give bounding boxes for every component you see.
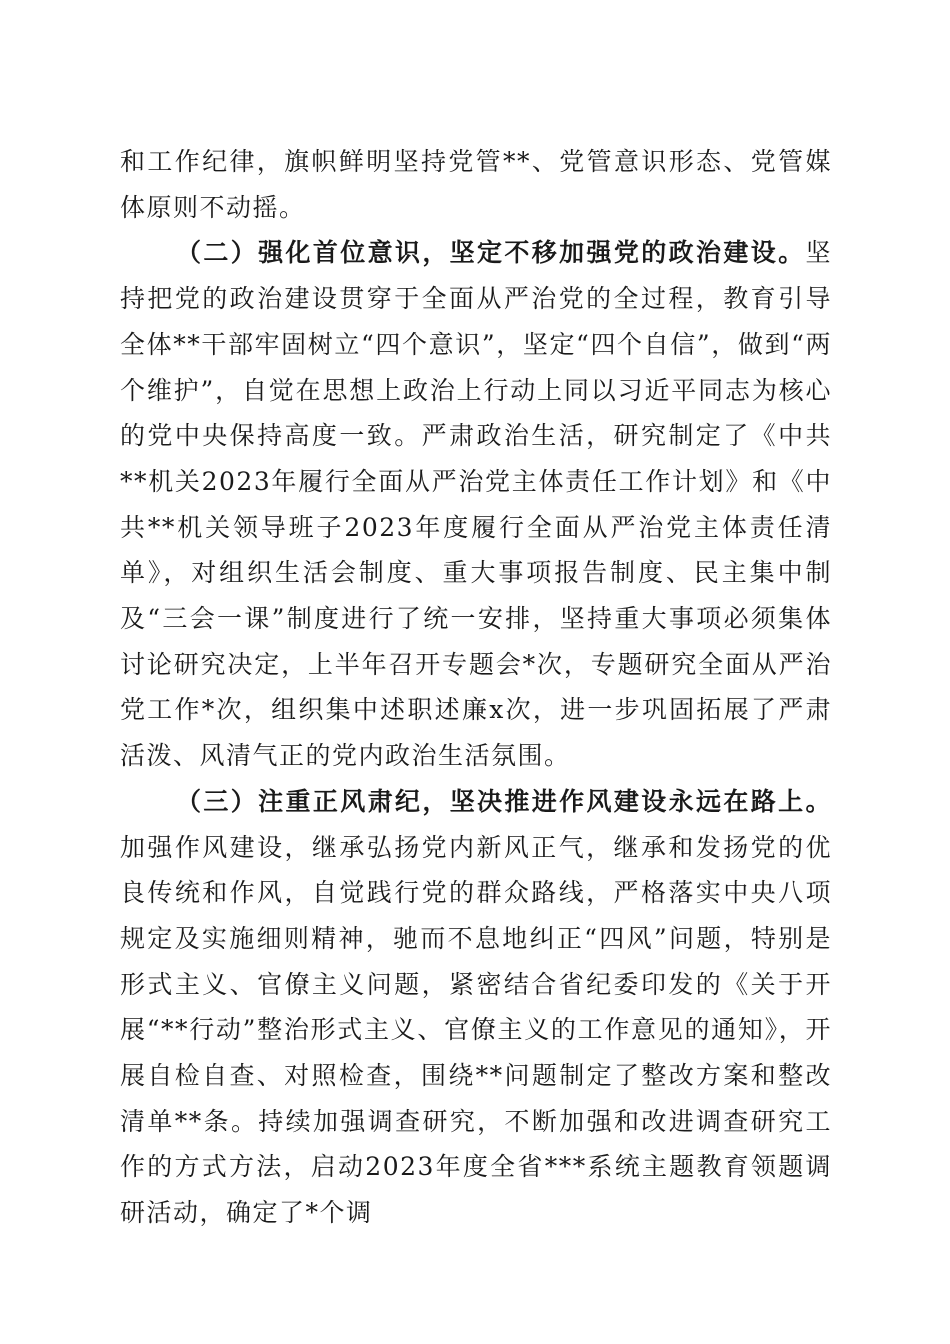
paragraph-section-3	[120, 779, 832, 1236]
paragraph-section-2	[120, 230, 832, 778]
paragraph-continuation	[120, 139, 832, 230]
document-body	[120, 139, 832, 1236]
paragraph-text: 加强作风建设，继承弘扬党内新风正气，继承和发扬党的优良传统和作风，自觉践行党的群众路线，严格落实中央八项规定及实施细则精神，驰而不息地纠正“四风”问题，特别是形式主义、官僚主义问题，紧密结合省纪委印发的《关于开展“**行动”整治形式主义、官僚主义的工作意见的通知》，开展自检自查、对照检查，围绕**问题制定了整改方案和整改清单**条。持续加强调查研究，不断加强和改进调查研究工作的方式方法，启动2023年度全省***系统主题教育领题调研活动，确定了*个调	[120, 832, 832, 1228]
section-heading: （三）注重正风肃纪，坚决推进作风建设永远在路上。	[176, 786, 832, 816]
paragraph-text: 和工作纪律，旗帜鲜明坚持党管**、党管意识形态、党管媒体原则不动摇。	[120, 147, 832, 222]
paragraph-text: 坚持把党的政治建设贯穿于全面从严治党的全过程，教育引导全体**干部牢固树立“四个意识”，坚定“四个自信”，做到“两个维护”，自觉在思想上政治上行动上同以习近平同志为核心的党中央保持高度一致。严肃政治生活，研究制定了《中共**机关2023年履行全面从严治党主体责任工作计划》和《中共**机关领导班子2023年度履行全面从严治党主体责任清单》，对组织生活会制度、重大事项报告制度、民主集中制及“三会一课”制度进行了统一安排，坚持重大事项必须集体讨论研究决定，上半年召开专题会*次，专题研究全面从严治党工作*次，组织集中述职述廉x次，进一步巩固拓展了严肃活泼、风清气正的党内政治生活氛围。	[120, 238, 832, 771]
section-heading: （二）强化首位意识，坚定不移加强党的政治建设。	[176, 238, 806, 268]
